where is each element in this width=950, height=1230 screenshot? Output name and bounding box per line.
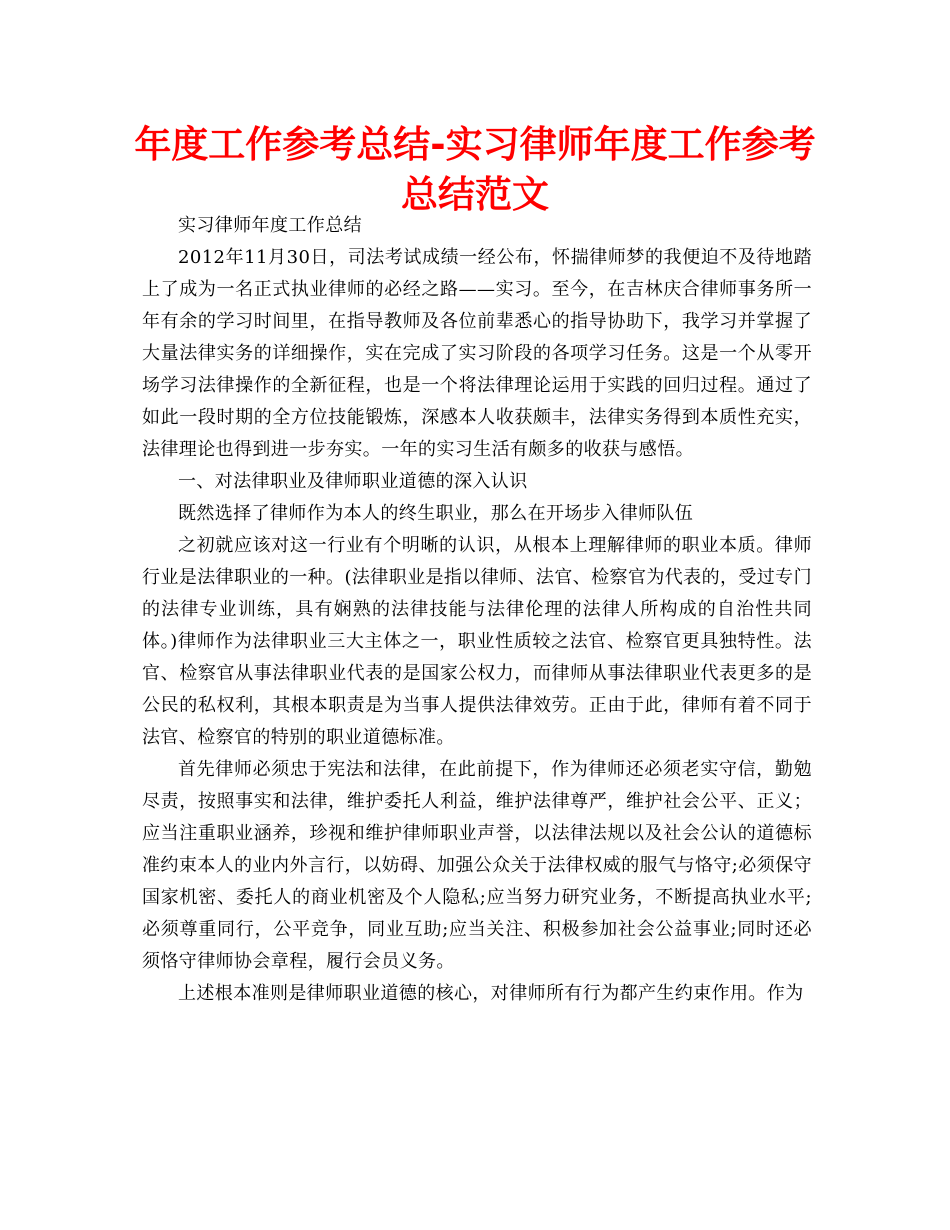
body-paragraph: 既然选择了律师作为本人的终生职业，那么在开场步入律师队伍 bbox=[178, 503, 694, 524]
section-heading: 一、对法律职业及律师职业道德的深入认识 bbox=[178, 471, 528, 492]
body-paragraph: 首先律师必须忠于宪法和法律，在此前提下，作为律师还必须老实守信，勤勉尽责，按照事实和法律，维护委托人利益，维护法律尊严，维护社会公平、正义；应当注重职业涵养，珍视和维护律师职业声誉，以法律法规以及社会公认的道德标准约束本人的业内外言行，以妨碍、加强公众关于法律权威的服气与恪守;必须保守国家机密、委托人的商业机密及个人隐私;应当努力研究业务，不断提高执业水平;必须尊重同行，公平竞争，同业互助;应当关注、积极参加社会公益事业;同时还必须恪守律师协会章程，履行会员义务。 bbox=[142, 759, 812, 972]
intro-paragraph: 2012年11月30日，司法考试成绩一经公布，怀揣律师梦的我便迫不及待地踏上了成为一名正式执业律师的必经之路——实习。至今，在吉林庆合律师事务所一年有余的学习时间里，在指导教师及各位前辈悉心的指导协助下，我学习并掌握了大量法律实务的详细操作，实在完成了实习阶段的各项学习任务。这是一个从零开场学习法律操作的全新征程，也是一个将法律理论运用于实践的回归过程。通过了如此一段时期的全方位技能锻炼，深感本人收获颇丰，法律实务得到本质性充实，法律理论也得到进一步夯实。一年的实习生活有颇多的收获与感悟。 bbox=[142, 247, 812, 460]
subtitle-paragraph: 实习律师年度工作总结 bbox=[178, 215, 362, 236]
document-body bbox=[142, 210, 812, 1010]
document-title: 年度工作参考总结-实习律师年度工作参考总结范文 bbox=[134, 123, 816, 216]
body-paragraph: 上述根本准则是律师职业道德的核心，对律师所有行为都产生约束作用。作为 bbox=[178, 983, 804, 1004]
body-paragraph: 之初就应该对这一行业有个明晰的认识，从根本上理解律师的职业本质。律师行业是法律职业的一种。(法律职业是指以律师、法官、检察官为代表的，受过专门的法律专业训练，具有娴熟的法律技能与法律伦理的法律人所构成的自治性共同体。)律师作为法律职业三大主体之一，职业性质较之法官、检察官更具独特性。法官、检察官从事法律职业代表的是国家公权力，而律师从事法律职业代表更多的是公民的私权利，其根本职责是为当事人提供法律效劳。正由于此，律师有着不同于法官、检察官的特别的职业道德标准。 bbox=[142, 535, 812, 748]
